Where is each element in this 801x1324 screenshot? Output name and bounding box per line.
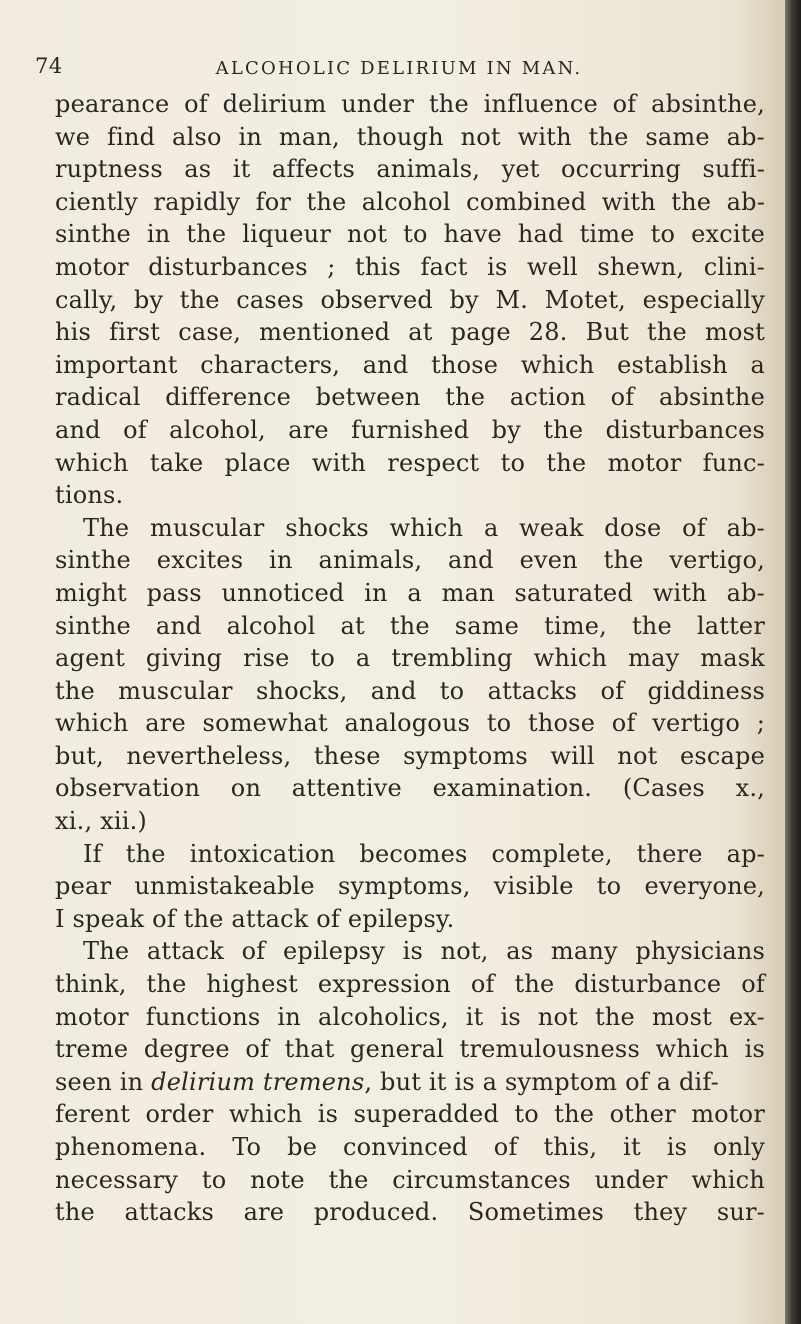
text-line-with-italic: [55, 1066, 765, 1099]
text-line: which are somewhat analogous to those of vertigo ;: [55, 709, 765, 738]
text-line: we find also in man, though not with the same ab-: [55, 122, 765, 151]
text-line: pear unmistakeable symptoms, visible to everyone,: [55, 872, 765, 901]
text-line: ciently rapidly for the alcohol combined with the ab-: [55, 187, 765, 216]
italic-term: delirium tremens: [151, 1067, 365, 1096]
text-line: necessary to note the circumstances under which: [55, 1165, 765, 1194]
text-line: might pass unnoticed in a man saturated with ab-: [55, 578, 765, 607]
text-line: think, the highest expression of the disturbance of: [55, 970, 765, 999]
running-head: ALCOHOLIC DELIRIUM IN MAN.: [215, 58, 583, 79]
paragraph-start-line: The muscular shocks which a weak dose of ab-: [83, 513, 765, 542]
text-line: motor functions in alcoholics, it is not the most ex-: [55, 1002, 765, 1031]
text-line: xi., xii.): [55, 807, 147, 836]
page-number: 74: [35, 54, 63, 78]
text-line: observation on attentive examination. (Cases x.,: [55, 774, 765, 803]
text-line: phenomena. To be convinced of this, it is only: [55, 1133, 765, 1161]
text-line: cally, by the cases observed by M. Motet, especially: [55, 285, 765, 314]
text-line: treme degree of that general tremulousness which is: [55, 1035, 765, 1064]
text-line: I speak of the attack of epilepsy.: [55, 904, 455, 933]
text-line: and of alcohol, are furnished by the disturbances: [55, 415, 765, 444]
text-line: the attacks are produced. Sometimes they sur-: [55, 1198, 765, 1227]
text-line: but, nevertheless, these symptoms will not escape: [55, 741, 765, 770]
text-line: sinthe in the liqueur not to have had time to excite: [55, 220, 765, 249]
text-line: tions.: [55, 481, 124, 510]
text-line: which take place with respect to the motor func-: [55, 448, 765, 477]
text-line: agent giving rise to a trembling which may mask: [55, 644, 765, 673]
body-text: [55, 88, 765, 1229]
text-line: sinthe and alcohol at the same time, the latter: [55, 611, 765, 640]
text-line: radical difference between the action of absinthe: [55, 383, 765, 412]
text-fragment: , but it is a symptom of a dif-: [364, 1067, 719, 1096]
text-line: the muscular shocks, and to attacks of giddiness: [55, 676, 765, 705]
book-spine-shadow: [785, 0, 801, 1324]
text-line: ruptness as it affects animals, yet occurring suffi-: [55, 155, 765, 184]
text-fragment: seen in: [55, 1067, 152, 1096]
text-line: ferent order which is superadded to the other motor: [55, 1100, 765, 1129]
text-line: pearance of delirium under the influence of absinthe,: [55, 90, 765, 118]
paragraph-start-line: The attack of epilepsy is not, as many physicians: [83, 937, 765, 966]
text-line: motor disturbances ; this fact is well shewn, clini-: [55, 252, 765, 281]
paragraph-start-line: If the intoxication becomes complete, there ap-: [83, 839, 765, 868]
text-line: important characters, and those which establish a: [55, 350, 765, 379]
text-line: sinthe excites in animals, and even the vertigo,: [55, 546, 765, 575]
page-header: [35, 54, 635, 90]
text-line: his first case, mentioned at page 28. But the most: [55, 318, 765, 347]
